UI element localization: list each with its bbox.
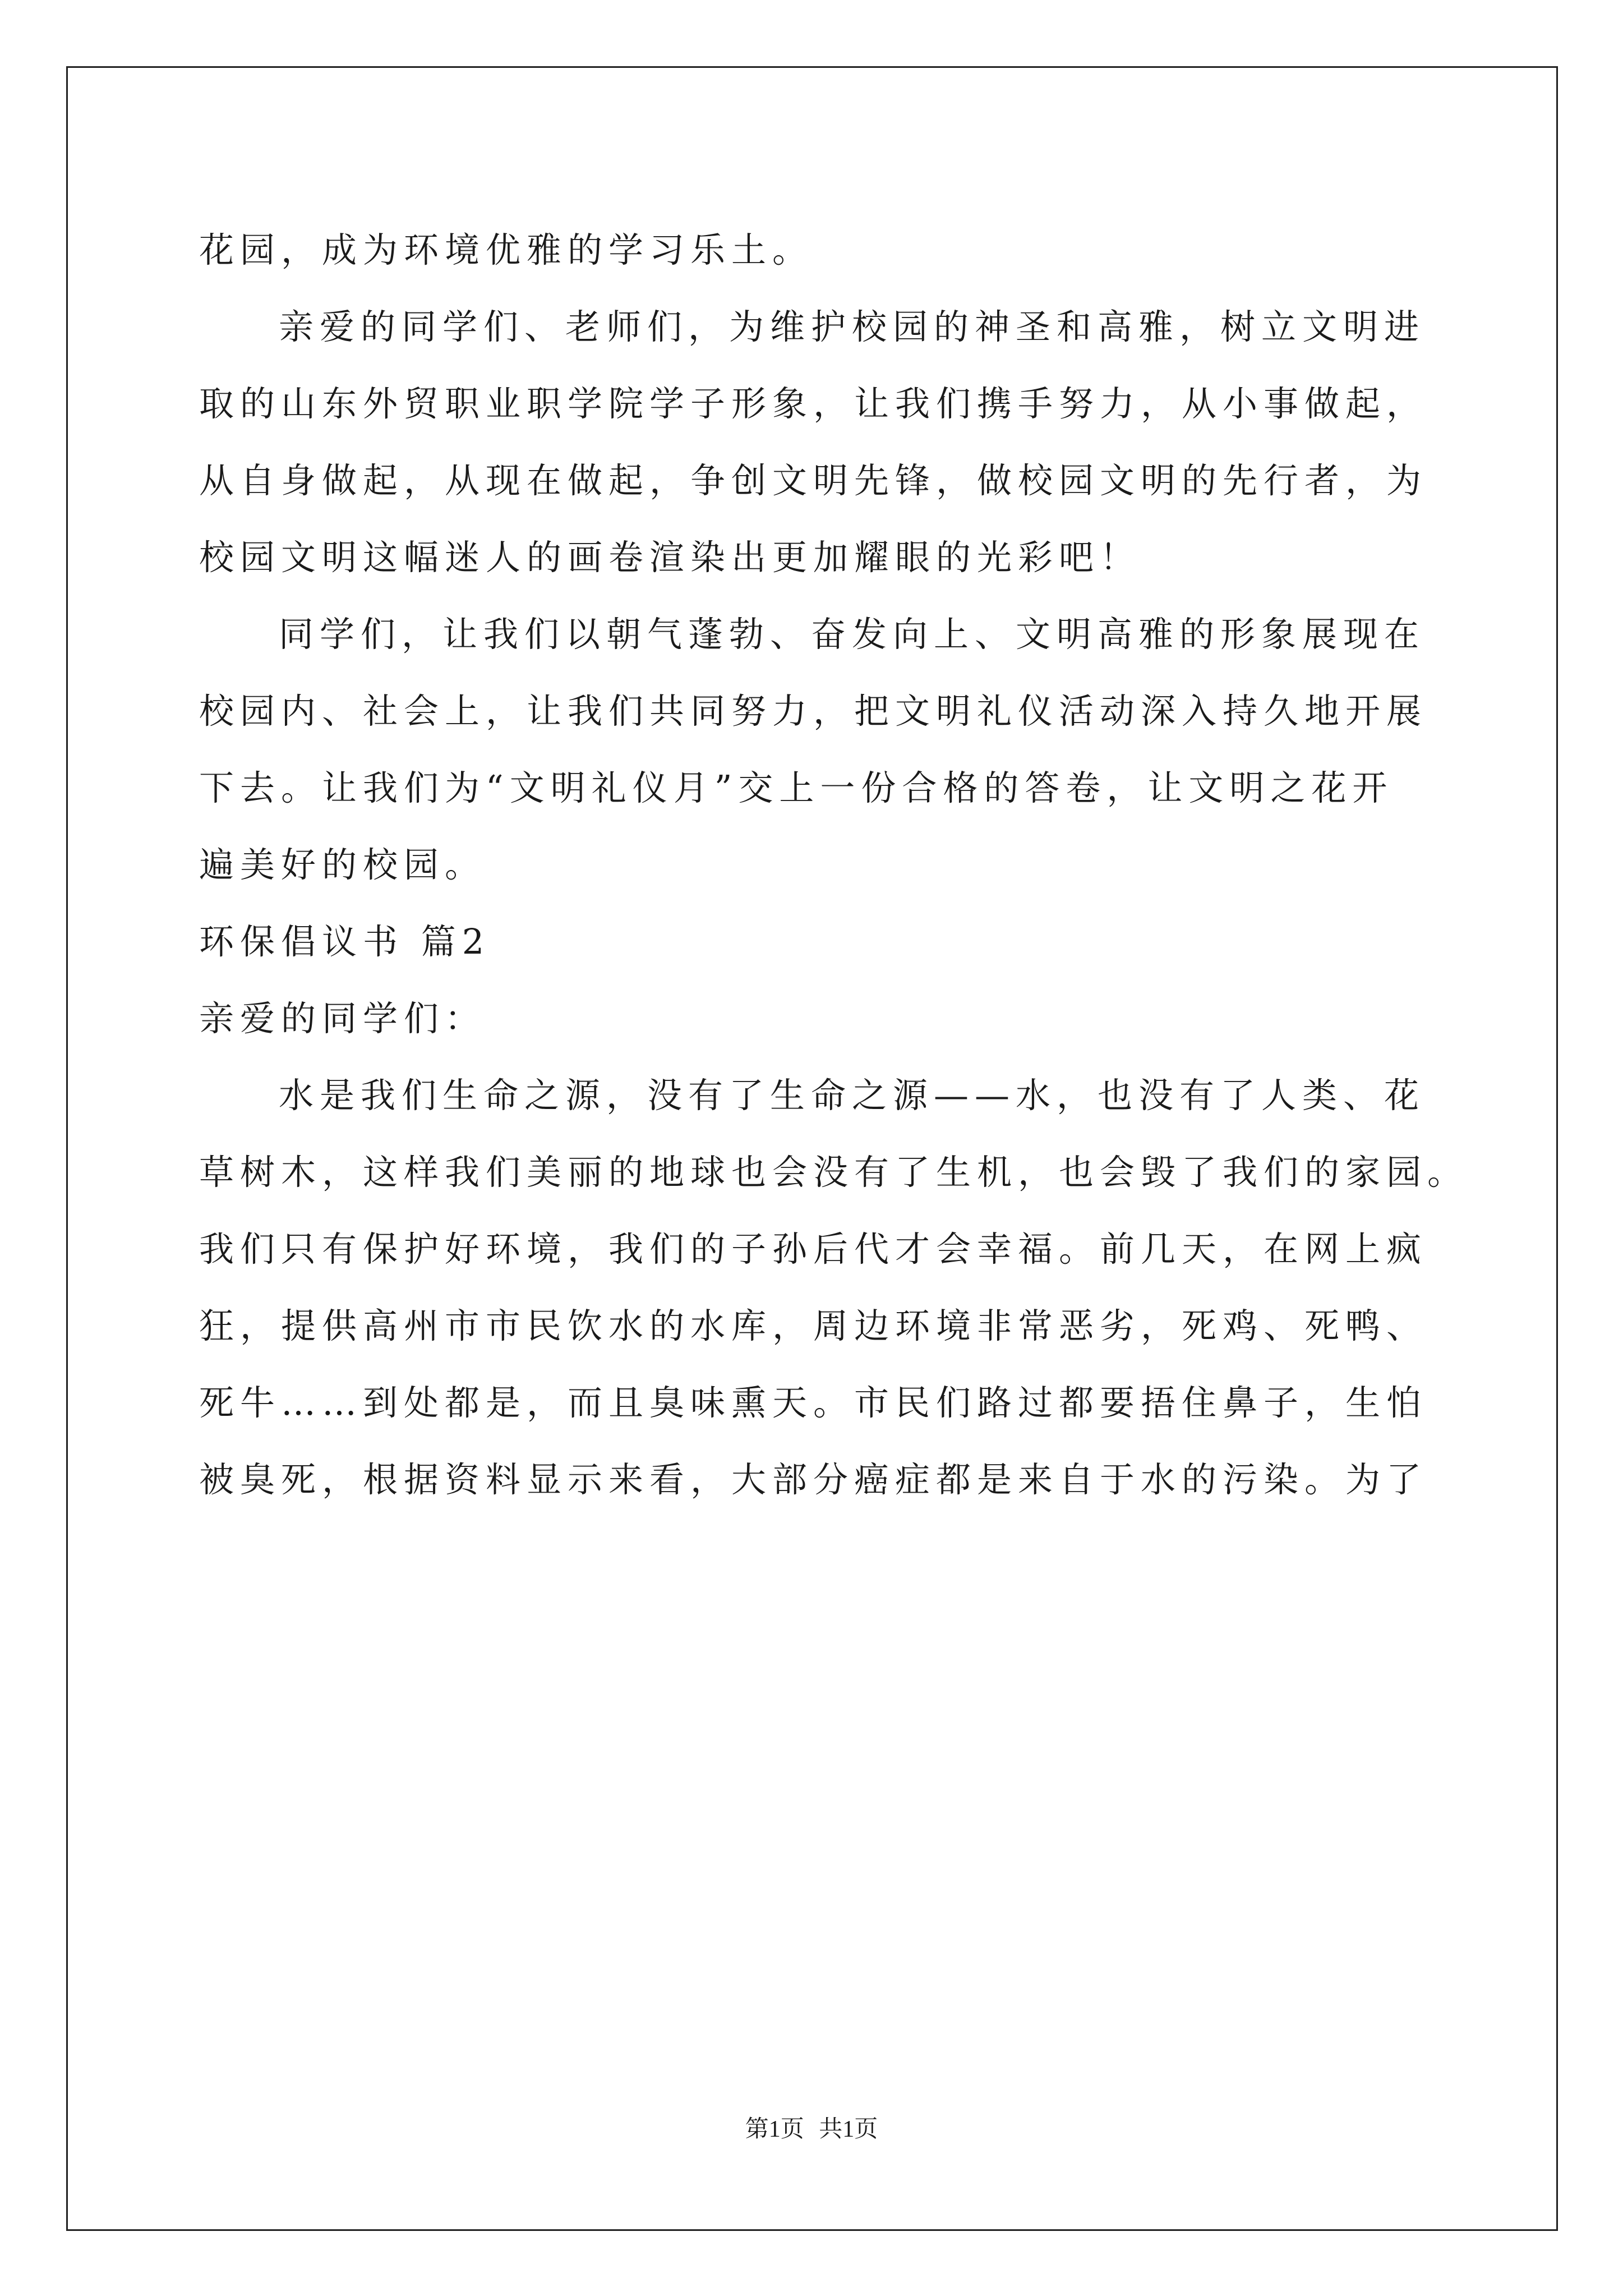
text-line: 校园内、社会上，让我们共同努力，把文明礼仪活动深入持久地开展 xyxy=(199,691,1428,731)
paragraph-first-line: 亲爱的同学们、老师们，为维护校园的神圣和高雅，树立文明进 xyxy=(279,306,1426,347)
salutation: 亲爱的同学们： xyxy=(199,998,486,1039)
section-heading: 环保倡议书 篇2 xyxy=(199,921,491,962)
text-line: 被臭死，根据资料显示来看，大部分癌症都是来自于水的污染。为了 xyxy=(199,1459,1428,1500)
text-line: 校园文明这幅迷人的画卷渲染出更加耀眼的光彩吧！ xyxy=(199,537,1141,578)
text-line: 下去。让我们为“文明礼仪月”交上一份合格的答卷，让文明之花开 xyxy=(199,767,1394,808)
page-number: 第1页 xyxy=(745,2116,804,2142)
page-footer xyxy=(0,2118,1623,2141)
text-line: 死牛……到处都是，而且臭味熏天。市民们路过都要捂住鼻子，生怕 xyxy=(199,1382,1428,1423)
text-line: 从自身做起，从现在做起，争创文明先锋，做校园文明的先行者，为 xyxy=(199,460,1428,501)
paragraph-first-line: 同学们，让我们以朝气蓬勃、奋发向上、文明高雅的形象展现在 xyxy=(279,614,1426,655)
page-total: 共1页 xyxy=(819,2116,878,2142)
text-line: 狂，提供高州市市民饮水的水库，周边环境非常恶劣，死鸡、死鸭、 xyxy=(199,1305,1428,1346)
text-line: 草树木，这样我们美丽的地球也会没有了生机，也会毁了我们的家园。 xyxy=(199,1152,1469,1193)
paragraph-first-line: 水是我们生命之源，没有了生命之源——水，也没有了人类、花 xyxy=(279,1075,1426,1116)
text-line: 遍美好的校园。 xyxy=(199,844,486,885)
text-line: 我们只有保护好环境，我们的子孙后代才会幸福。前几天，在网上疯 xyxy=(199,1228,1428,1269)
text-line: 取的山东外贸职业职学院学子形象，让我们携手努力，从小事做起， xyxy=(199,383,1428,424)
text-line: 花园，成为环境优雅的学习乐土。 xyxy=(199,229,814,270)
